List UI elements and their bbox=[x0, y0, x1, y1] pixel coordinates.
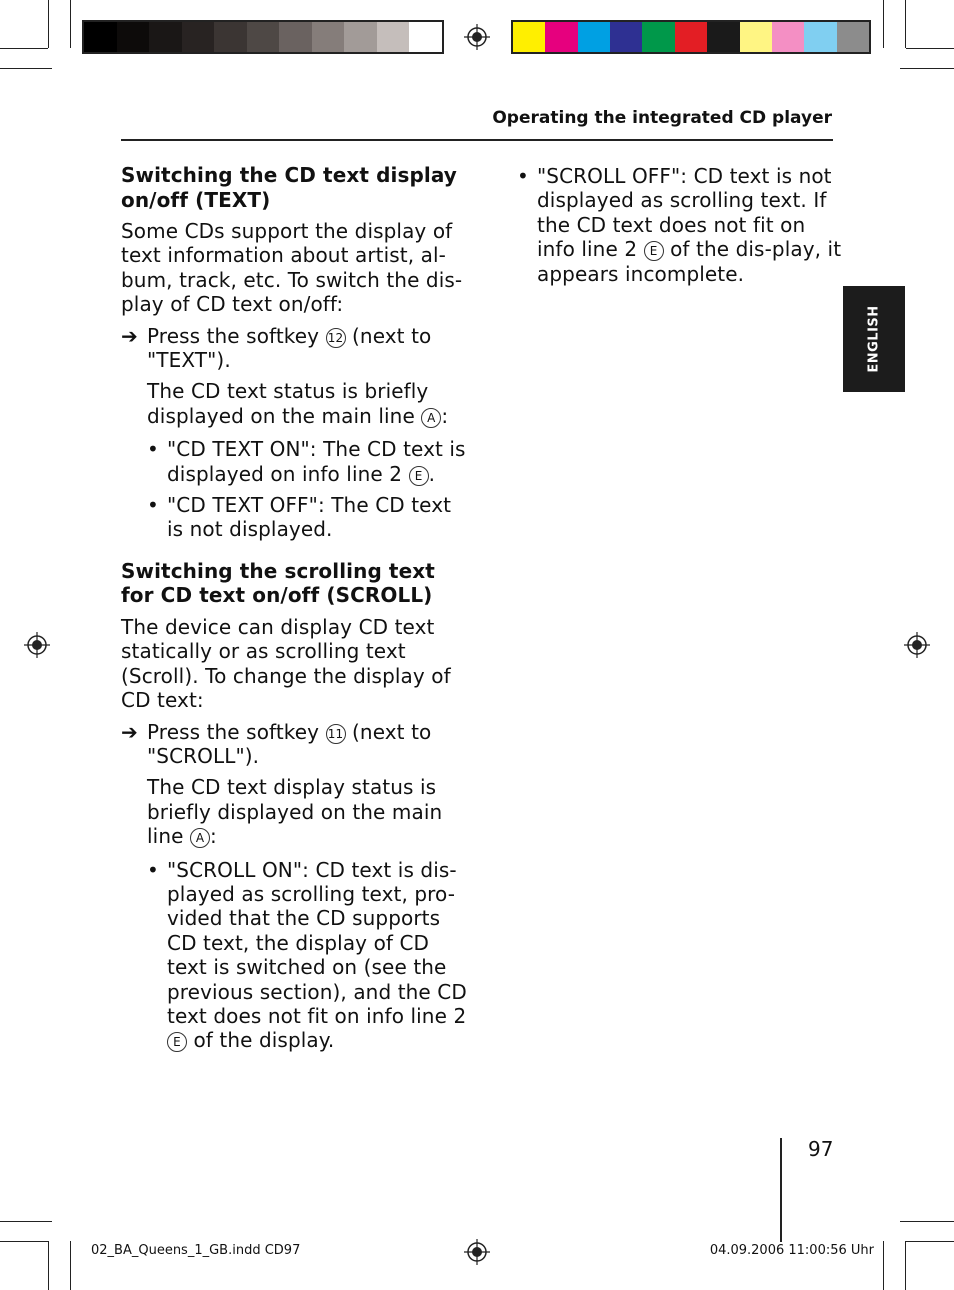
display-line-badge: E bbox=[167, 1032, 187, 1052]
color-swatch bbox=[837, 22, 869, 52]
registration-mark-icon bbox=[464, 24, 490, 50]
color-swatch bbox=[675, 22, 707, 52]
status-text-body: The CD text status is briefly displayed on the main line bbox=[147, 379, 429, 428]
step-text-suffix: (next to "SCROLL"). bbox=[147, 719, 432, 768]
crop-mark bbox=[906, 48, 954, 49]
crop-mark bbox=[0, 1221, 52, 1222]
step-text-suffix: (next to "TEXT"). bbox=[147, 323, 432, 373]
instruction-step-text bbox=[121, 324, 471, 373]
display-line-badge: E bbox=[409, 466, 429, 486]
softkey-number-badge: 12 bbox=[326, 328, 346, 348]
color-swatch bbox=[610, 22, 642, 52]
color-swatch bbox=[344, 22, 377, 52]
color-swatch bbox=[804, 22, 836, 52]
left-column bbox=[121, 163, 471, 1060]
crop-mark bbox=[70, 1241, 71, 1290]
color-swatch bbox=[545, 22, 577, 52]
color-swatch bbox=[214, 22, 247, 52]
language-tab-label: ENGLISH bbox=[866, 305, 882, 373]
list-item bbox=[121, 493, 471, 542]
color-swatch bbox=[513, 22, 545, 52]
footer-file-name: 02_BA_Queens_1_GB.indd CD97 bbox=[91, 1243, 301, 1258]
language-tab bbox=[843, 286, 905, 392]
list-item bbox=[121, 858, 471, 1053]
registration-mark-icon bbox=[464, 1239, 490, 1265]
grayscale-calibration-bar bbox=[82, 20, 444, 54]
right-column bbox=[515, 164, 845, 286]
softkey-number-badge: 11 bbox=[326, 724, 346, 744]
bullet-icon: • bbox=[147, 437, 159, 462]
crop-mark bbox=[883, 0, 884, 48]
color-swatch bbox=[772, 22, 804, 52]
crop-mark bbox=[48, 0, 49, 48]
status-text-suffix: : bbox=[441, 403, 449, 428]
color-swatch bbox=[247, 22, 280, 52]
status-scroll bbox=[121, 775, 471, 848]
color-swatch bbox=[578, 22, 610, 52]
color-swatch bbox=[707, 22, 739, 52]
bullet-icon: • bbox=[147, 493, 159, 518]
step-text: Press the softkey bbox=[147, 719, 320, 744]
color-swatch bbox=[149, 22, 182, 52]
color-swatch bbox=[409, 22, 442, 52]
display-line-badge: A bbox=[421, 408, 441, 428]
crop-mark bbox=[900, 68, 954, 69]
arrow-icon: ➔ bbox=[121, 323, 138, 348]
color-swatch bbox=[740, 22, 772, 52]
color-swatch bbox=[84, 22, 117, 52]
bullet-text: "SCROLL ON": CD text is dis-played as scrolling text, pro-vided that the CD supports CD text, the display of CD text is switched on (see the previous section), and the CD text does not fit on info line 2 bbox=[167, 857, 467, 1028]
bullet-text-suffix: . bbox=[428, 461, 436, 486]
page-number: 97 bbox=[808, 1137, 834, 1161]
bullet-text: "CD TEXT OFF": The CD text is not displayed. bbox=[167, 493, 452, 542]
footer-timestamp: 04.09.2006 11:00:56 Uhr bbox=[709, 1243, 874, 1258]
crop-mark bbox=[0, 68, 52, 69]
running-header-title: Operating the integrated CD player bbox=[492, 108, 832, 128]
bullet-icon: • bbox=[147, 857, 159, 882]
color-swatch bbox=[312, 22, 345, 52]
crop-mark bbox=[70, 0, 71, 48]
bullet-text: "CD TEXT ON": The CD text is displayed on info line 2 bbox=[167, 437, 466, 486]
color-calibration-bar bbox=[511, 20, 871, 54]
color-swatch bbox=[117, 22, 150, 52]
section-heading-scroll: Switching the scrolling text for CD text on/off (SCROLL) bbox=[121, 558, 435, 608]
crop-mark bbox=[883, 1241, 884, 1290]
section-intro-scroll: The device can display CD text statically or as scrolling text (Scroll). To change the display of CD text: bbox=[121, 614, 451, 713]
bullet-icon: • bbox=[517, 164, 529, 188]
list-item bbox=[515, 164, 845, 286]
header-rule bbox=[121, 139, 833, 141]
display-line-badge: A bbox=[190, 828, 210, 848]
bullet-text: "SCROLL OFF": CD text is not displayed as scrolling text. If the CD text does not fit on info line 2 bbox=[537, 164, 832, 262]
registration-mark-icon bbox=[24, 632, 50, 658]
crop-mark bbox=[0, 48, 48, 49]
status-text bbox=[121, 379, 471, 428]
display-line-badge: E bbox=[644, 241, 664, 261]
color-swatch bbox=[642, 22, 674, 52]
instruction-step-scroll bbox=[121, 720, 471, 769]
section-intro-text: Some CDs support the display of text information about artist, al-bum, track, etc. To switch the dis-play of CD text on/off: bbox=[121, 219, 463, 317]
section-heading-text: Switching the CD text display on/off (TEXT) bbox=[121, 163, 457, 212]
arrow-icon: ➔ bbox=[121, 719, 138, 744]
status-text-body: The CD text display status is briefly displayed on the main line bbox=[147, 775, 443, 849]
crop-mark bbox=[900, 1221, 954, 1222]
crop-mark bbox=[48, 1241, 49, 1290]
color-swatch bbox=[377, 22, 410, 52]
step-text: Press the softkey bbox=[147, 323, 320, 348]
status-text-suffix: : bbox=[209, 824, 217, 849]
color-swatch bbox=[182, 22, 215, 52]
bullet-text-suffix: of the display. bbox=[193, 1028, 335, 1053]
bullet-text-suffix: of the dis-play, it appears incomplete. bbox=[537, 237, 842, 286]
registration-mark-icon bbox=[904, 632, 930, 658]
list-item bbox=[121, 437, 471, 486]
color-swatch bbox=[279, 22, 312, 52]
crop-mark bbox=[906, 1241, 954, 1242]
crop-mark bbox=[905, 0, 906, 48]
crop-mark bbox=[0, 1241, 48, 1242]
page-number-rule bbox=[780, 1138, 782, 1242]
crop-mark bbox=[905, 1241, 906, 1290]
